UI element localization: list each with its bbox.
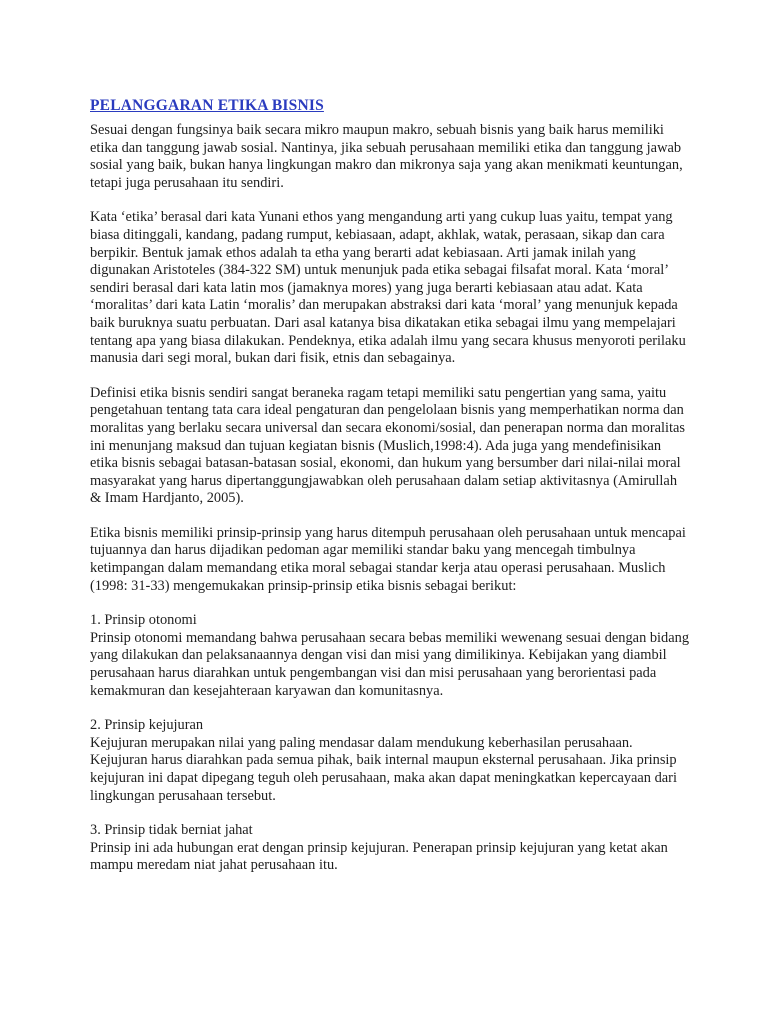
paragraph-etika-definition: Kata ‘etika’ berasal dari kata Yunani ethos yang mengandung arti yang cukup luas yaitu, tempat yang biasa ditinggali, kandang, padang rumput, kebiasaan, adapt, akhlak, watak, perasaan, sikap dan cara berpikir. Bentuk jamak ethos adalah ta etha yang berarti adat kebiasaan. Arti jamak inilah yang digunakan Aristoteles (384-322 SM) untuk menunjuk pada etika sebagai filsafat moral. Kata ‘moral’ sendiri berasal dari kata latin mos (jamaknya mores) yang juga berarti kebiasaan atau adat. Kata ‘moralitas’ dari kata Latin ‘moralis’ dan merupakan abstraksi dari kata ‘moral’ yang menunjuk kepada baik buruknya suatu perbuatan. Dari asal katanya bisa dikatakan etika sebagai ilmu yang mempelajari tentang apa yang biasa dilakukan. Pendeknya, etika adalah ilmu yang secara khusus menyoroti perilaku manusia dari segi moral, bukan dari fisik, etnis dan sebagainya. bbox=[90, 209, 686, 367]
document-title[interactable]: PELANGGARAN ETIKA BISNIS bbox=[90, 97, 324, 114]
principle-kejujuran bbox=[90, 717, 690, 805]
principle-body: Kejujuran merupakan nilai yang paling mendasar dalam mendukung keberhasilan perusahaan. Kejujuran harus diarahkan pada semua pihak, baik internal maupun eksternal perusahaan. Jika prinsip kejujuran ini dapat dipegang teguh oleh perusahaan, maka akan dapat meningkatkan kepercayaan dari lingkungan perusahaan tersebut. bbox=[90, 734, 677, 804]
principle-heading: 3. Prinsip tidak berniat jahat bbox=[90, 822, 253, 839]
principle-otonomi bbox=[90, 612, 690, 700]
principle-body: Prinsip ini ada hubungan erat dengan prinsip kejujuran. Penerapan prinsip kejujuran yang ketat akan mampu meredam niat jahat perusahaan itu. bbox=[90, 839, 668, 874]
principle-heading: 1. Prinsip otonomi bbox=[90, 612, 197, 629]
principle-tidak-berniat-jahat bbox=[90, 822, 690, 875]
paragraph-etika-bisnis-definition: Definisi etika bisnis sendiri sangat beraneka ragam tetapi memiliki satu pengertian yang sama, yaitu pengetahuan tentang tata cara ideal pengaturan dan pengelolaan bisnis yang memperhatikan norma dan moralitas yang berlaku secara universal dan secara ekonomi/sosial, dan penerapan norma dan moralitas ini menunjang maksud dan tujuan kegiatan bisnis (Muslich,1998:4). Ada juga yang mendefinisikan etika bisnis sebagai batasan-batasan sosial, ekonomi, dan hukum yang bersumber dari nilai-nilai moral masyarakat yang harus dipertanggungjawabkan oleh perusahaan dalam setiap aktivitasnya (Amirullah & Imam Hardjanto, 2005). bbox=[90, 384, 685, 507]
principle-body: Prinsip otonomi memandang bahwa perusahaan secara bebas memiliki wewenang sesuai dengan bidang yang dilakukan dan pelaksanaannya dengan visi dan misi yang dimilikinya. Kebijakan yang diambil perusahaan harus diarahkan untuk pengembangan visi dan misi perusahaan yang berorientasi pada kemakmuran dan kesejahteraan karyawan dan komunitasnya. bbox=[90, 629, 690, 699]
paragraph-principles-intro: Etika bisnis memiliki prinsip-prinsip yang harus ditempuh perusahaan oleh perusahaan untuk mencapai tujuannya dan harus dijadikan pedoman agar memiliki standar baku yang mencegah timbulnya ketimpangan dalam memandang etika moral sebagai standar kerja atau operasi perusahaan. Muslich (1998: 31-33) mengemukakan prinsip-prinsip etika bisnis sebagai berikut: bbox=[90, 524, 686, 594]
paragraph-intro: Sesuai dengan fungsinya baik secara mikro maupun makro, sebuah bisnis yang baik harus memiliki etika dan tanggung jawab sosial. Nantinya, jika sebuah perusahaan memiliki etika dan tanggung jawab sosial yang baik, bukan hanya lingkungan makro dan mikronya saja yang akan menikmati keuntungan, tetapi juga perusahaan itu sendiri. bbox=[90, 122, 683, 191]
principle-heading: 2. Prinsip kejujuran bbox=[90, 717, 204, 734]
document-page bbox=[90, 96, 690, 892]
